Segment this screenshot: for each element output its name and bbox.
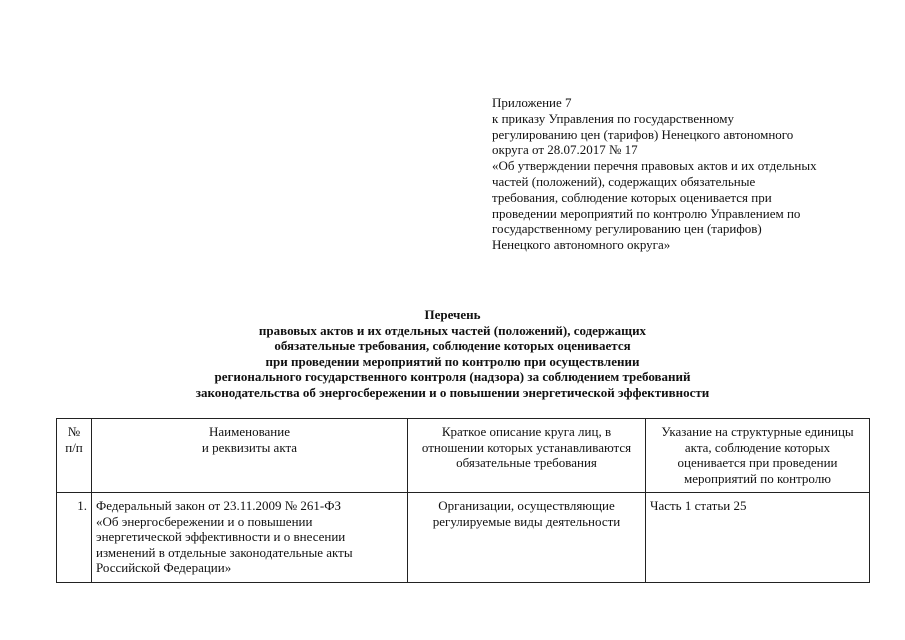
title-line: Перечень <box>424 307 481 322</box>
appendix-line: Приложение 7 <box>492 95 572 110</box>
title-line: при проведении мероприятий по контролю при осуществлении <box>265 353 640 369</box>
appendix-line: проведении мероприятий по контролю Управлением по <box>492 205 801 221</box>
title-line: законодательства об энергосбережении и о повышении энергетической эффективности <box>195 384 710 400</box>
table-row <box>57 493 870 583</box>
appendix-line: государственному регулированию цен (тарифов) <box>492 221 762 237</box>
appendix-line: округа от 28.07.2017 № 17 <box>492 142 638 158</box>
appendix-line: «Об утверждении перечня правовых актов и их отдельных <box>492 158 817 174</box>
title-line: регионального государственного контроля (надзора) за соблюдением требований <box>214 369 691 385</box>
document-title <box>0 307 905 401</box>
title-line: правовых актов и их отдельных частей (положений), содержащих <box>258 322 647 338</box>
header-act-name: Наименование и реквизиты акта <box>92 419 408 493</box>
row-structural-units: Часть 1 статьи 25 <box>646 493 870 583</box>
appendix-line: Ненецкого автономного округа» <box>492 237 671 253</box>
row-act-name: Федеральный закон от 23.11.2009 № 261-ФЗ «Об энергосбережении и о повышении энергетической эффективности и о внесении изменений в отдельные законодательные акты Российской Федерации» <box>92 493 408 583</box>
table-header-row <box>57 419 870 493</box>
acts-table <box>56 418 870 583</box>
appendix-line: к приказу Управления по государственному <box>492 110 735 126</box>
header-number: № п/п <box>57 419 92 493</box>
title-line: обязательные требования, соблюдение которых оценивается <box>274 338 631 354</box>
header-structural-units: Указание на структурные единицы акта, соблюдение которых оценивается при проведении мероприятий по контролю <box>646 419 870 493</box>
row-persons: Организации, осуществляющие регулируемые виды деятельности <box>408 493 646 583</box>
appendix-line: частей (положений), содержащих обязательные <box>492 173 756 189</box>
appendix-line: регулированию цен (тарифов) Ненецкого автономного <box>492 126 794 142</box>
header-persons: Краткое описание круга лиц, в отношении которых устанавливаются обязательные требования <box>408 419 646 493</box>
appendix-line: требования, соблюдение которых оценивается при <box>492 189 772 205</box>
appendix-reference <box>492 95 892 253</box>
row-number: 1. <box>57 493 92 583</box>
